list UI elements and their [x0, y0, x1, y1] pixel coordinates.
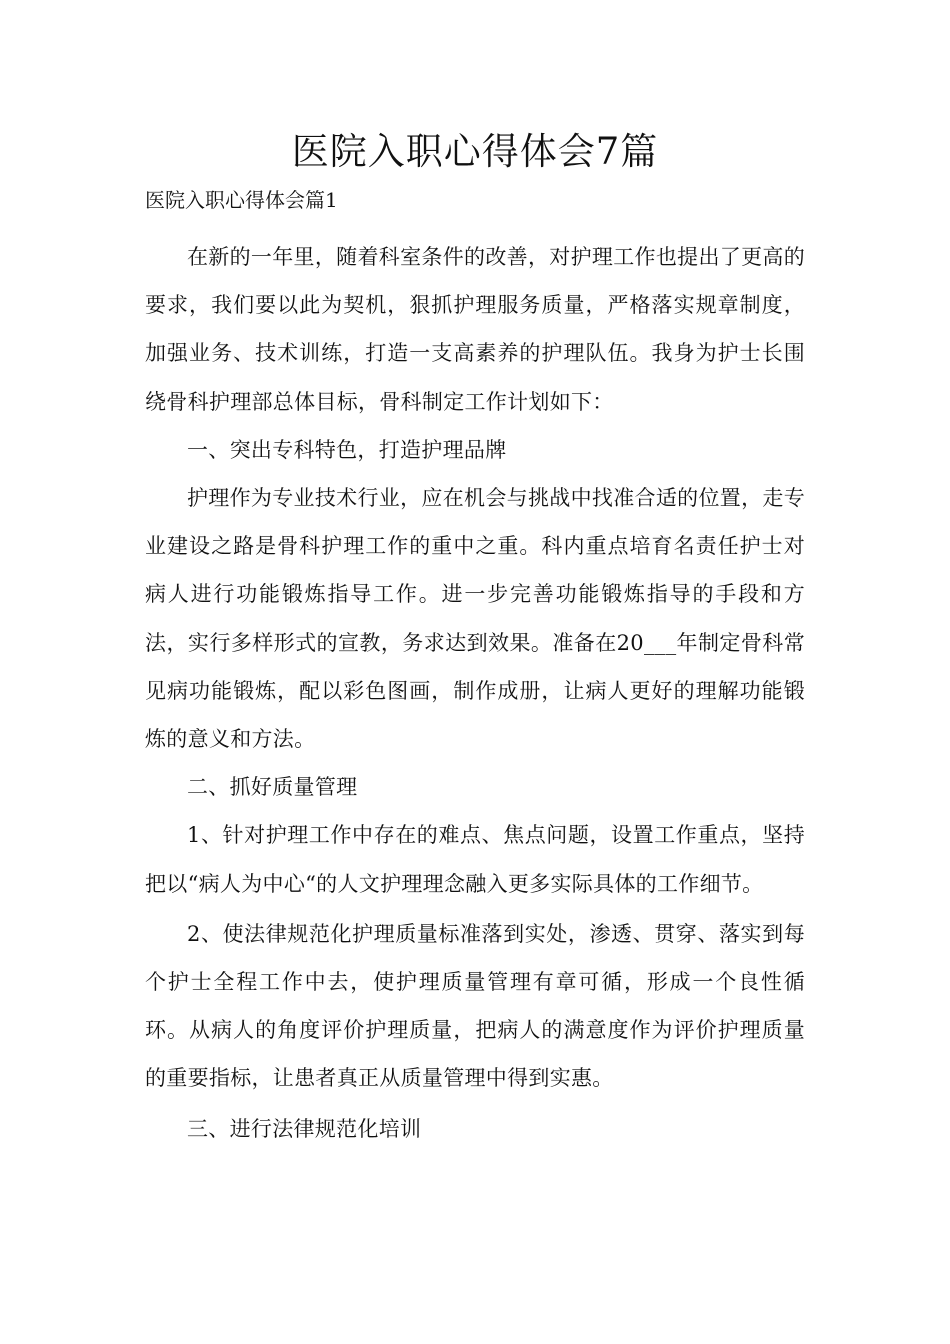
- section-heading-3: 三、进行法律规范化培训: [187, 1116, 422, 1141]
- document-body: [145, 233, 805, 1153]
- paragraph-specialty: 护理作为专业技术行业，应在机会与挑战中找准合适的位置，走专业建设之路是骨科护理工作的重中之重。科内重点培育名责任护士对病人进行功能锻炼指导工作。进一步完善功能锻炼指导的手段和方法，实行多样形式的宣教，务求达到效果。准备在20___年制定骨科常见病功能锻炼，配以彩色图画，制作成册，让病人更好的理解功能锻炼的意义和方法。: [145, 486, 805, 752]
- section-subtitle: 医院入职心得体会篇1: [145, 188, 338, 212]
- section-heading-2: 二、抓好质量管理: [187, 775, 358, 800]
- section-heading-1: 一、突出专科特色，打造护理品牌: [187, 437, 507, 462]
- paragraph-item-1: 1、针对护理工作中存在的难点、焦点问题，设置工作重点，坚持把以“病人为中心“的人文护理理念融入更多实际具体的工作细节。: [145, 823, 805, 896]
- paragraph-item-2: 2、使法律规范化护理质量标准落到实处，渗透、贯穿、落实到每个护士全程工作中去，使护理质量管理有章可循，形成一个良性循环。从病人的角度评价护理质量，把病人的满意度作为评价护理质量的重要指标，让患者真正从质量管理中得到实惠。: [145, 921, 805, 1091]
- document-title: 医院入职心得体会7篇: [291, 130, 659, 173]
- paragraph-intro: 在新的一年里，随着科室条件的改善，对护理工作也提出了更高的要求，我们要以此为契机，狠抓护理服务质量，严格落实规章制度，加强业务、技术训练，打造一支高素养的护理队伍。我身为护士长围绕骨科护理部总体目标，骨科制定工作计划如下：: [145, 245, 805, 414]
